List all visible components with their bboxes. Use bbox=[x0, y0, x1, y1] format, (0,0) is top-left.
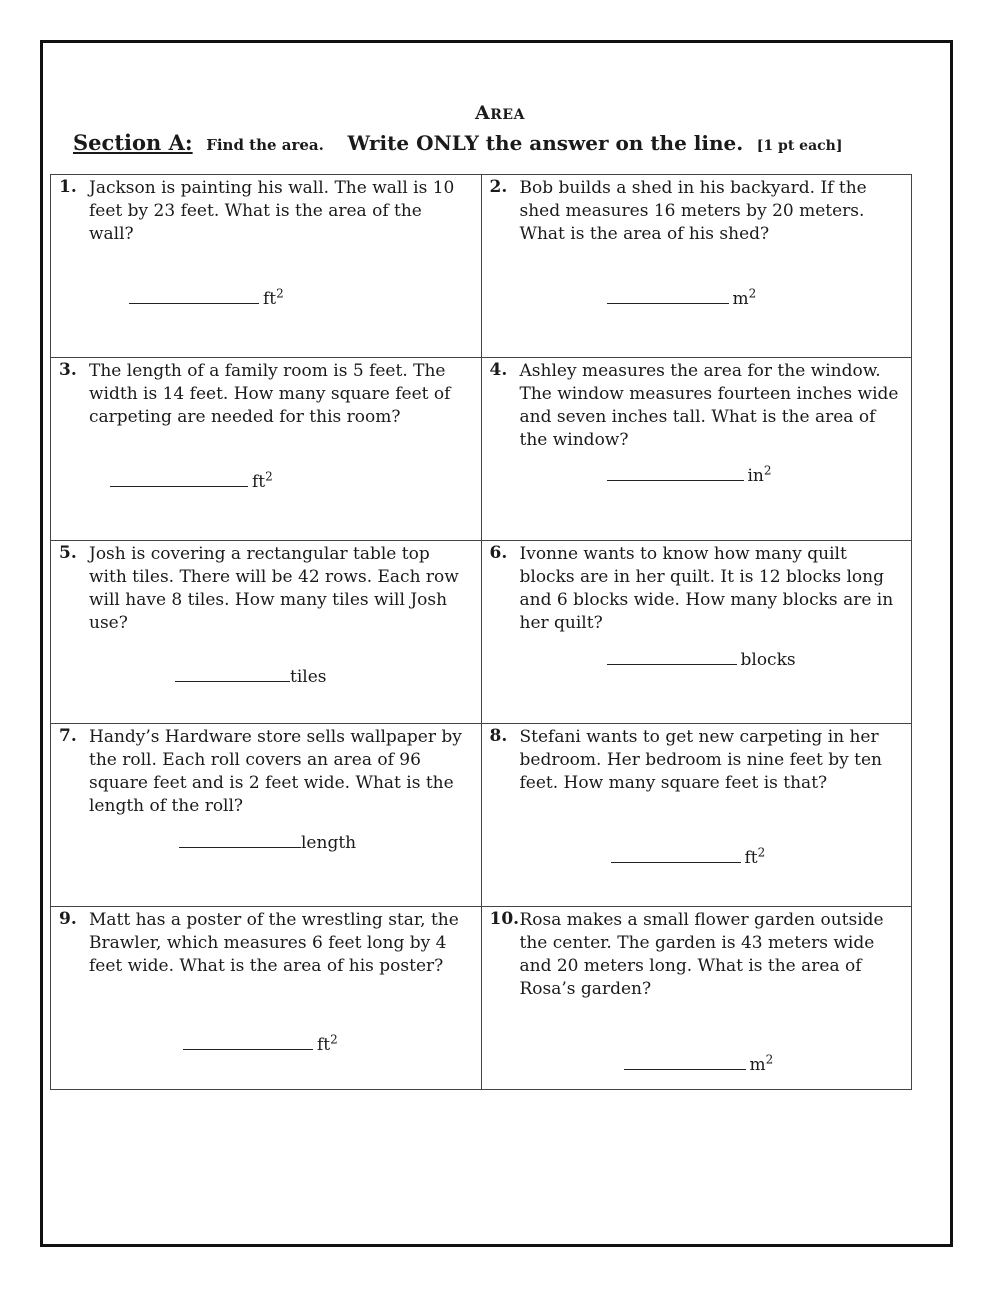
answer-blank[interactable] bbox=[607, 289, 729, 304]
unit-text: ft bbox=[317, 1035, 331, 1055]
section-header bbox=[73, 130, 842, 155]
question-text: Matt has a poster of the wrestling star, the Brawler, which measures 6 feet long by 4 feet wide. What is the area of his poster? bbox=[89, 910, 459, 976]
question-number: 1. bbox=[59, 177, 77, 197]
unit-text: m bbox=[732, 289, 749, 309]
unit-exponent: 2 bbox=[763, 463, 772, 478]
question-cell-3 bbox=[51, 358, 482, 541]
unit-text: blocks bbox=[740, 650, 796, 670]
answer-unit bbox=[744, 845, 766, 868]
answer-line-6[interactable] bbox=[607, 650, 796, 670]
question-text: Ivonne wants to know how many quilt blocks are in her quilt. It is 12 blocks long and 6 blocks wide. How many blocks are in her quilt? bbox=[519, 544, 894, 633]
section-label: Section A: bbox=[73, 130, 193, 155]
answer-line-2[interactable] bbox=[607, 286, 757, 309]
section-points: [1 pt each] bbox=[756, 138, 843, 154]
answer-unit bbox=[732, 286, 757, 309]
answer-blank[interactable] bbox=[179, 833, 301, 848]
answer-blank[interactable] bbox=[607, 650, 737, 665]
unit-text: m bbox=[749, 1055, 766, 1075]
table-row bbox=[51, 724, 912, 907]
unit-exponent: 2 bbox=[748, 286, 757, 301]
title-rest: REA bbox=[490, 107, 525, 123]
table-row bbox=[51, 358, 912, 541]
answer-unit bbox=[747, 463, 772, 486]
question-number: 8. bbox=[489, 726, 508, 746]
question-text: The length of a family room is 5 feet. The width is 14 feet. How many square feet of carpeting are needed for this room? bbox=[89, 361, 451, 427]
question-cell-6 bbox=[481, 541, 912, 724]
answer-line-10[interactable] bbox=[624, 1052, 774, 1075]
unit-text: ft bbox=[744, 848, 758, 868]
question-cell-1 bbox=[51, 175, 482, 358]
unit-text: ft bbox=[263, 289, 277, 309]
question-text: Bob builds a shed in his backyard. If the shed measures 16 meters by 20 meters. What is the area of his shed? bbox=[519, 178, 867, 244]
question-cell-8 bbox=[481, 724, 912, 907]
questions-table bbox=[50, 174, 912, 1090]
answer-unit bbox=[263, 286, 284, 309]
question-cell-4 bbox=[481, 358, 912, 541]
unit-exponent: 2 bbox=[757, 845, 766, 860]
question-text: Ashley measures the area for the window. The window measures fourteen inches wide and seven inches tall. What is the area of the window? bbox=[519, 361, 899, 450]
answer-line-1[interactable] bbox=[129, 286, 284, 309]
answer-blank[interactable] bbox=[110, 472, 248, 487]
section-write-instruction: Write ONLY the answer on the line. bbox=[347, 131, 744, 155]
question-cell-2 bbox=[481, 175, 912, 358]
question-number: 6. bbox=[489, 543, 508, 563]
answer-blank[interactable] bbox=[624, 1055, 746, 1070]
answer-line-8[interactable] bbox=[611, 845, 766, 868]
unit-exponent: 2 bbox=[265, 469, 273, 484]
worksheet-title bbox=[0, 102, 1000, 124]
title-initial: A bbox=[475, 102, 491, 124]
question-number: 9. bbox=[59, 909, 77, 929]
answer-blank[interactable] bbox=[175, 667, 290, 682]
answer-line-5[interactable] bbox=[175, 667, 327, 687]
unit-exponent: 2 bbox=[330, 1032, 338, 1047]
answer-line-7[interactable] bbox=[179, 833, 356, 853]
question-text: Stefani wants to get new carpeting in her bedroom. Her bedroom is nine feet by ten feet. How many square feet is that? bbox=[519, 727, 882, 793]
answer-unit bbox=[301, 833, 356, 853]
section-instruction: Find the area. bbox=[206, 136, 324, 154]
question-number: 10. bbox=[489, 909, 520, 929]
answer-unit bbox=[252, 469, 273, 492]
unit-text: in bbox=[747, 466, 764, 486]
answer-unit bbox=[290, 667, 327, 687]
question-cell-5 bbox=[51, 541, 482, 724]
unit-exponent: 2 bbox=[276, 286, 284, 301]
question-text: Rosa makes a small flower garden outside the center. The garden is 43 meters wide and 20 meters long. What is the area of Rosa’s garden? bbox=[519, 910, 884, 999]
question-number: 3. bbox=[59, 360, 77, 380]
unit-exponent: 2 bbox=[765, 1052, 774, 1067]
answer-blank[interactable] bbox=[611, 848, 741, 863]
answer-line-3[interactable] bbox=[110, 469, 273, 492]
table-row bbox=[51, 541, 912, 724]
answer-unit bbox=[317, 1032, 338, 1055]
answer-blank[interactable] bbox=[607, 466, 744, 481]
question-number: 2. bbox=[489, 177, 508, 197]
answer-unit bbox=[741, 650, 796, 670]
table-row bbox=[51, 175, 912, 358]
question-cell-9 bbox=[51, 907, 482, 1090]
answer-unit bbox=[749, 1052, 774, 1075]
unit-text: tiles bbox=[290, 667, 327, 687]
unit-text: ft bbox=[252, 472, 266, 492]
question-number: 7. bbox=[59, 726, 77, 746]
question-number: 4. bbox=[489, 360, 508, 380]
answer-line-4[interactable] bbox=[607, 463, 772, 486]
answer-blank[interactable] bbox=[129, 289, 259, 304]
question-cell-7 bbox=[51, 724, 482, 907]
table-row bbox=[51, 907, 912, 1090]
question-cell-10 bbox=[481, 907, 912, 1090]
question-text: Handy’s Hardware store sells wallpaper by the roll. Each roll covers an area of 96 square feet and is 2 feet wide. What is the length of the roll? bbox=[89, 727, 462, 816]
answer-line-9[interactable] bbox=[183, 1032, 338, 1055]
question-text: Jackson is painting his wall. The wall is 10 feet by 23 feet. What is the area of the wall? bbox=[89, 178, 455, 244]
unit-text: length bbox=[301, 833, 357, 853]
question-text: Josh is covering a rectangular table top with tiles. There will be 42 rows. Each row will have 8 tiles. How many tiles will Josh use? bbox=[89, 544, 459, 633]
question-number: 5. bbox=[59, 543, 77, 563]
answer-blank[interactable] bbox=[183, 1035, 313, 1050]
